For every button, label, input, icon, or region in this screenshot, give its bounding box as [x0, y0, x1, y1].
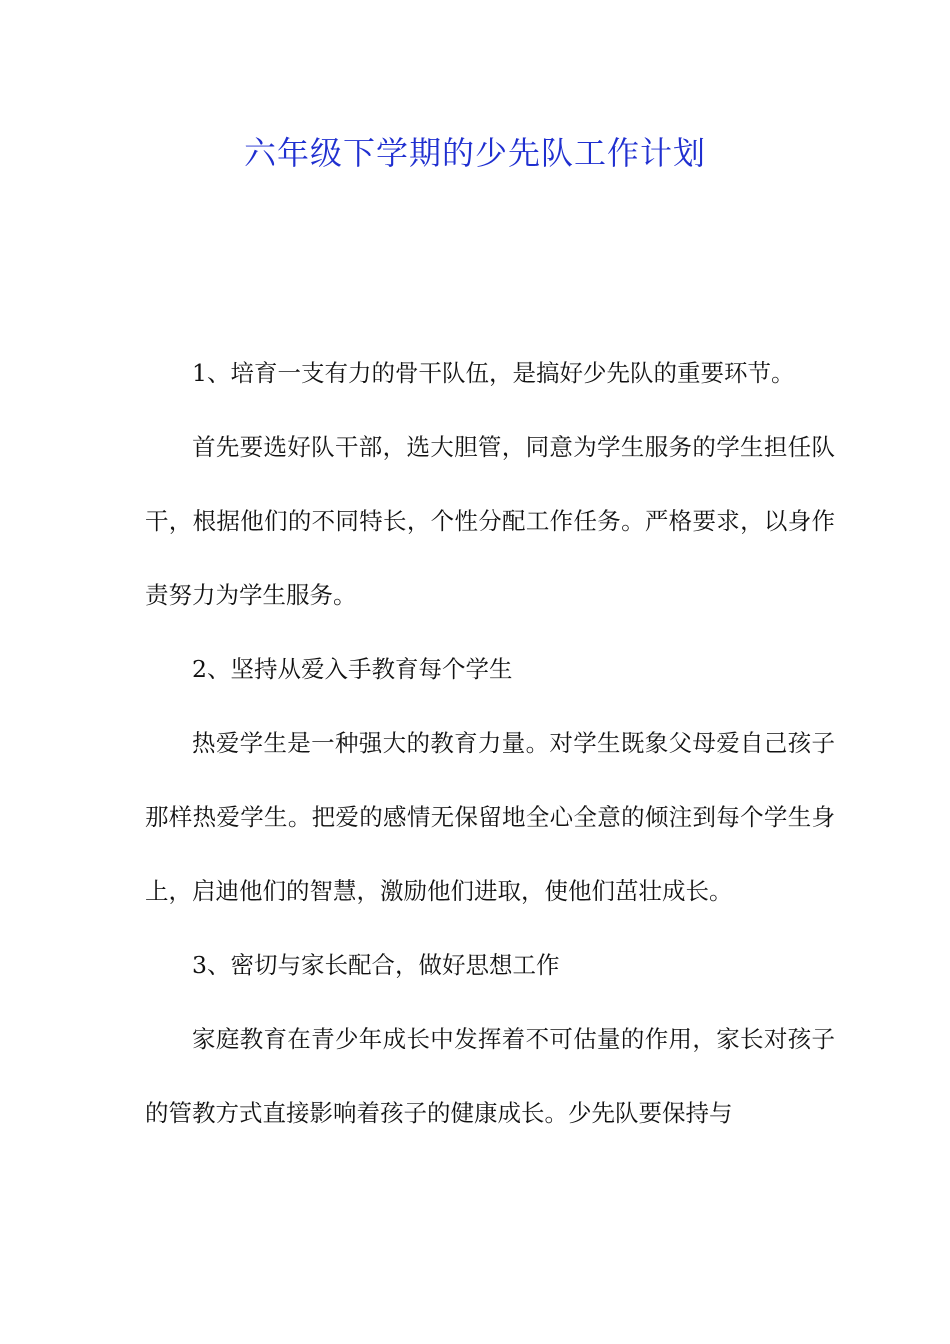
section-paragraph-1: 首先要选好队干部，选大胆管，同意为学生服务的学生担任队干，根据他们的不同特长，个性分配工作任务。严格要求，以身作责努力为学生服务。 [145, 433, 835, 609]
section-paragraph-3: 家庭教育在青少年成长中发挥着不可估量的作用，家长对孩子的管教方式直接影响着孩子的健康成长。少先队要保持与 [145, 1025, 835, 1127]
section-heading-3: 3、密切与家长配合，做好思想工作 [192, 951, 560, 979]
section-heading-2: 2、坚持从爱入手教育每个学生 [192, 655, 513, 683]
document-body [145, 336, 835, 1150]
document-title: 六年级下学期的少先队工作计划 [243, 134, 706, 172]
section-paragraph-2: 热爱学生是一种强大的教育力量。对学生既象父母爱自己孩子那样热爱学生。把爱的感情无保留地全心全意的倾注到每个学生身上，启迪他们的智慧，激励他们进取，使他们茁壮成长。 [145, 729, 835, 905]
section-heading-1: 1、培育一支有力的骨干队伍，是搞好少先队的重要环节。 [192, 359, 795, 387]
